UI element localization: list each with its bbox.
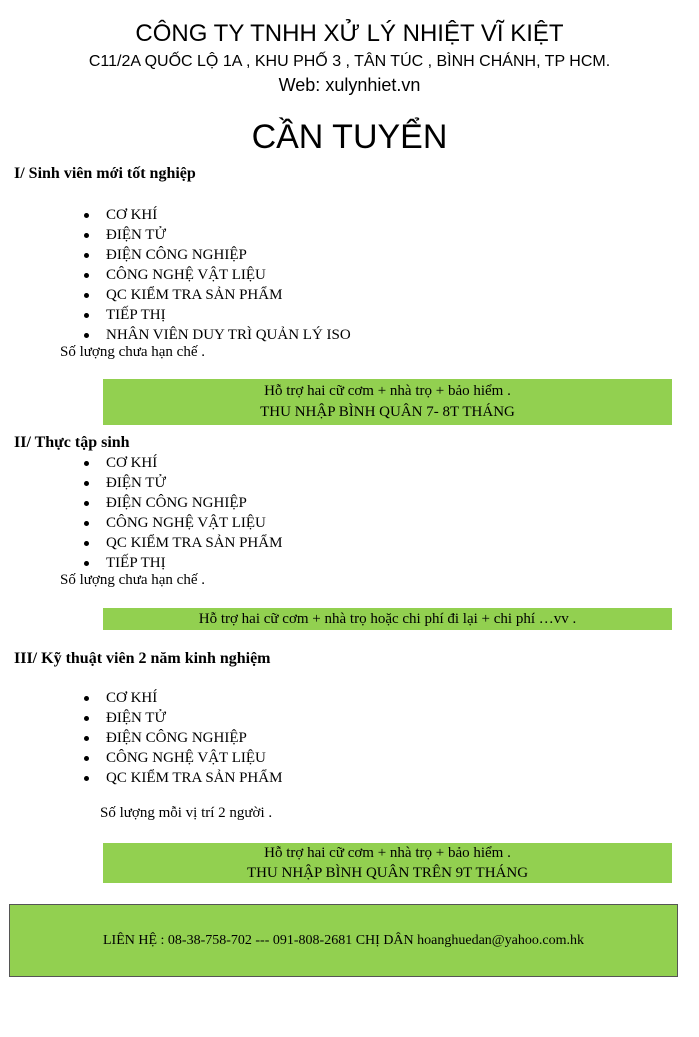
section2-quantity: Số lượng chưa hạn chế . <box>60 572 205 588</box>
list-item: ĐIỆN TỬ <box>82 473 282 493</box>
section2-heading: II/ Thực tập sinh <box>14 434 130 451</box>
list-item: CƠ KHÍ <box>82 205 351 225</box>
section2-benefit-box <box>103 608 672 630</box>
company-address: C11/2A QUỐC LỘ 1A , KHU PHỐ 3 , TÂN TÚC , BÌNH CHÁNH, TP HCM. <box>88 53 611 70</box>
list-item: TIẾP THỊ <box>82 553 282 573</box>
section2-list <box>82 453 282 573</box>
contact-text: LIÊN HỆ : 08-38-758-702 --- 091-808-2681 CHỊ DÂN hoanghuedan@yahoo.com.hk <box>102 932 585 948</box>
list-item: ĐIỆN CÔNG NGHIỆP <box>82 728 282 748</box>
list-item: ĐIỆN CÔNG NGHIỆP <box>82 245 351 265</box>
list-item: ĐIỆN TỬ <box>82 225 351 245</box>
list-item: QC KIỂM TRA SẢN PHẨM <box>82 533 282 553</box>
section1-benefit-line2: THU NHẬP BÌNH QUÂN 7- 8T THÁNG <box>260 404 515 420</box>
list-item: TIẾP THỊ <box>82 305 351 325</box>
list-item: NHÂN VIÊN DUY TRÌ QUẢN LÝ ISO <box>82 325 351 345</box>
list-item: QC KIỂM TRA SẢN PHẨM <box>82 285 351 305</box>
list-item: CƠ KHÍ <box>82 453 282 473</box>
list-item: CÔNG NGHỆ VẬT LIỆU <box>82 748 282 768</box>
list-item: QC KIỂM TRA SẢN PHẨM <box>82 768 282 788</box>
list-item: ĐIỆN CÔNG NGHIỆP <box>82 493 282 513</box>
section2-benefit-line1: Hỗ trợ hai cữ cơm + nhà trọ hoặc chi phí đi lại + chi phí …vv . <box>198 611 577 627</box>
section3-benefit-line1: Hỗ trợ hai cữ cơm + nhà trọ + bảo hiểm . <box>264 845 511 861</box>
list-item: ĐIỆN TỬ <box>82 708 282 728</box>
list-item: CƠ KHÍ <box>82 688 282 708</box>
section3-list <box>82 688 282 788</box>
company-website: Web: xulynhiet.vn <box>278 75 421 95</box>
section3-quantity: Số lượng mỗi vị trí 2 người . <box>100 805 273 821</box>
section3-benefit-box <box>103 843 672 883</box>
section1-quantity: Số lượng chưa hạn chế . <box>60 344 205 360</box>
section1-heading: I/ Sinh viên mới tốt nghiệp <box>14 165 196 182</box>
list-item: CÔNG NGHỆ VẬT LIỆU <box>82 265 351 285</box>
page-title: CẦN TUYỂN <box>251 118 448 156</box>
company-name: CÔNG TY TNHH XỬ LÝ NHIỆT VĨ KIỆT <box>135 20 564 47</box>
section1-benefit-line1: Hỗ trợ hai cữ cơm + nhà trọ + bảo hiểm . <box>264 383 511 399</box>
list-item: CÔNG NGHỆ VẬT LIỆU <box>82 513 282 533</box>
section1-list <box>82 205 351 345</box>
section3-heading: III/ Kỹ thuật viên 2 năm kinh nghiệm <box>14 650 271 667</box>
section1-benefit-box <box>103 379 672 425</box>
section3-benefit-line2: THU NHẬP BÌNH QUÂN TRÊN 9T THÁNG <box>246 865 529 881</box>
contact-box <box>9 904 678 977</box>
